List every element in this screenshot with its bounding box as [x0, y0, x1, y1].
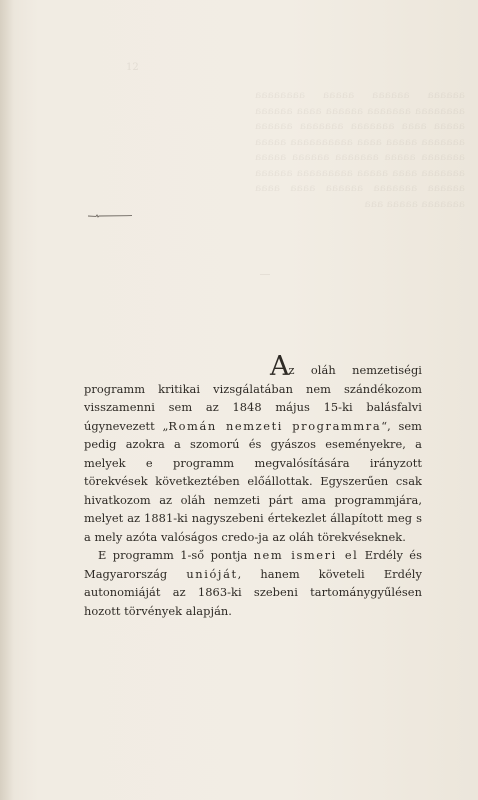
emphasis-union: unióját	[186, 566, 238, 581]
emphasis-not-recognize: nem ismeri el	[253, 548, 359, 562]
drop-cap: A	[270, 351, 289, 382]
body-text	[84, 351, 422, 620]
bleed-through-text: aaaaaa aaaaaa aaaaa aaaaaaaa aaaaaaaa aaaaaaa aaaaaa aaaa aaaaaa aaaaa aaaa aaaaaaa aaaaaaa aaaaaa aaaaaaa aaaaa aaaa aaaaaaaaaa aaaaa aaaaaaa aaaaa aaaaaaa aaaaaa aaaaa aaaaaaa aaaa aaaaa aaaaaaaaa aaaaaa aaaaaa aaaaaaa aaaaaa aaaa aaaa aaaaaaa aaaaa aaa	[255, 89, 465, 210]
paragraph-1-text-cont: “, sem pedig azokra a szomorú és gyászos eseményekre, a melyek e programm megvalósítására irányzott törekvések következtében előállottak. Egyszerűen csak hivatkozom az oláh nemzeti párt ama programmjára, melyet az 1881-ki nagyszebeni értekezlet állapított meg s a mely azóta valóságos credo-ja az oláh törekvéseknek.	[84, 418, 422, 544]
paragraph-2-end: , hanem követeli Erdély autonomiáját az 1863-ki szebeni tartománygyűlésen hozott törvények alapján.	[84, 566, 422, 618]
pencil-mark	[88, 214, 132, 217]
paragraph-2	[84, 546, 422, 620]
paragraph-1	[84, 351, 422, 546]
paragraph-2-mid: Erdély és Magyarország	[84, 548, 422, 581]
spine-shadow	[0, 0, 14, 800]
bleed-through-mark	[260, 268, 270, 275]
bleed-through-page-number: 12	[126, 62, 139, 73]
program-name: Román nemzeti programmra	[168, 418, 382, 433]
paragraph-1-text: z oláh nemzetiségi programm kritikai vizsgálatában nem szándékozom visszamenni sem az 1848 május 15-ki balásfalvi úgynevezett „	[84, 363, 422, 433]
paragraph-2-start: E programm 1-ső pontja	[98, 548, 254, 562]
